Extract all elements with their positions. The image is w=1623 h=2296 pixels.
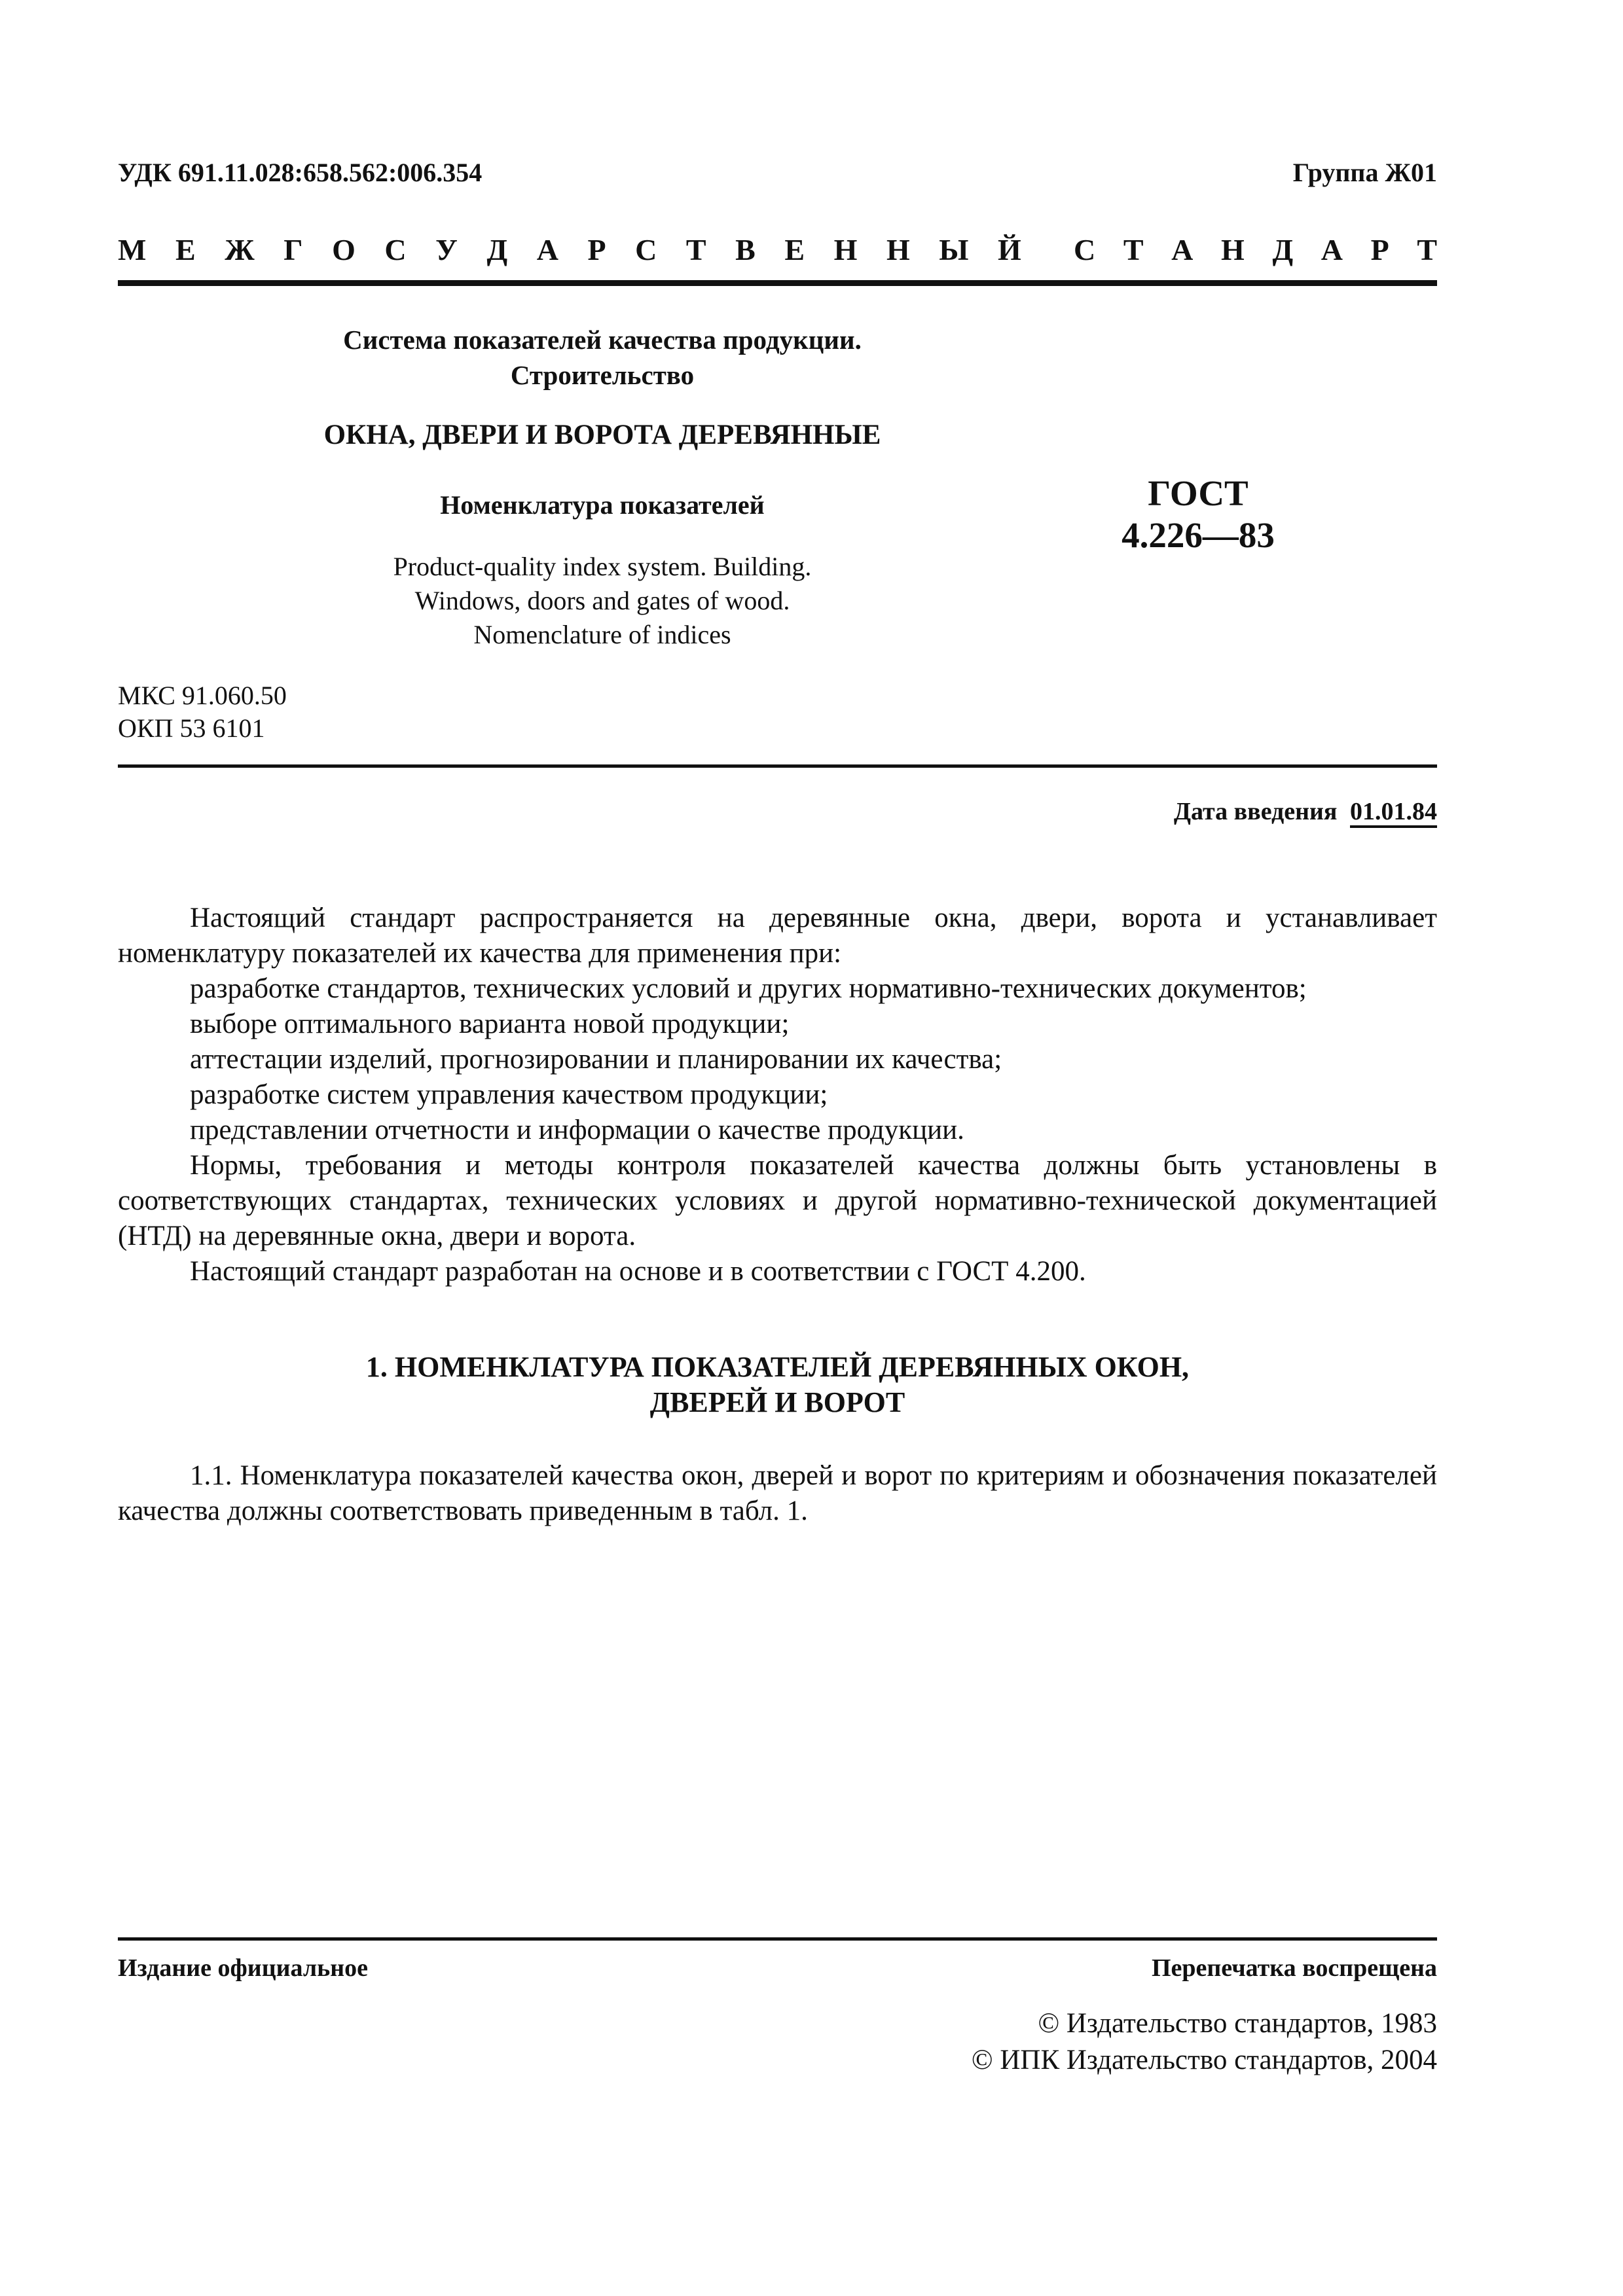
- copyright-block: [972, 2005, 1437, 2079]
- banner-letter: Г: [283, 233, 303, 266]
- section-heading: [118, 1350, 1437, 1420]
- banner-letter: С: [384, 233, 407, 266]
- system-title: [196, 322, 1008, 393]
- banner-letter: Р: [587, 233, 606, 266]
- body-paragraph: разработке систем управления качеством продукции;: [190, 1079, 828, 1110]
- system-title-line2: Строительство: [510, 360, 695, 390]
- copyright-line1: © Издательство стандартов, 1983: [1038, 2008, 1437, 2039]
- banner-letter: Е: [175, 233, 196, 266]
- banner-letter: Н: [886, 233, 910, 266]
- gost-label: ГОСТ: [1148, 473, 1249, 513]
- subtitle: Номенклатура показателей: [440, 490, 765, 520]
- footer-rule: [118, 1937, 1437, 1941]
- banner-letter: Т: [1417, 233, 1437, 266]
- english-title-line1: Product-quality index system. Building.: [393, 552, 812, 581]
- banner-letter: Т: [685, 233, 706, 266]
- banner-letter: М: [118, 233, 147, 266]
- body-paragraph: Настоящий стандарт распространяется на деревянные окна, двери, ворота и устанавливает номенклатуру показателей их качества для применения при:: [118, 903, 1437, 969]
- banner-letter: Й: [997, 233, 1021, 266]
- body-paragraph: выборе оптимального варианта новой продукции;: [190, 1009, 790, 1039]
- banner-letter: Д: [486, 233, 508, 266]
- banner-word-standard: [1074, 232, 1437, 267]
- banner-letter: О: [332, 233, 356, 266]
- classification-codes: [118, 679, 287, 745]
- banner-letter: Д: [1272, 233, 1294, 266]
- introduction-date-value: 01.01.84: [1350, 798, 1437, 828]
- section-heading-line1: 1. НОМЕНКЛАТУРА ПОКАЗАТЕЛЕЙ ДЕРЕВЯННЫХ ОКОН,: [365, 1351, 1190, 1383]
- body-paragraph: разработке стандартов, технических условий и других нормативно-технических документов;: [190, 973, 1307, 1004]
- banner-rule: [118, 280, 1437, 286]
- section-heading-line2: ДВЕРЕЙ И ВОРОТ: [649, 1386, 905, 1418]
- body-paragraph: представлении отчетности и информации о качестве продукции.: [190, 1115, 964, 1145]
- body-paragraph: аттестации изделий, прогнозировании и планировании их качества;: [190, 1044, 1002, 1075]
- banner-letter: Т: [1123, 233, 1144, 266]
- introduction-date: [1174, 797, 1437, 826]
- gost-number: 4.226—83: [1122, 515, 1275, 555]
- banner-letter: У: [435, 233, 458, 266]
- section-paragraph: 1.1. Номенклатура показателей качества окон, дверей и ворот по критериям и обозначения показателей качества должны соответствовать приведенным в табл. 1.: [118, 1460, 1437, 1526]
- banner-letter: С: [1074, 233, 1096, 266]
- banner-letter: Ы: [939, 233, 969, 266]
- main-title: ОКНА, ДВЕРИ И ВОРОТА ДЕРЕВЯННЫЕ: [323, 420, 881, 450]
- body-paragraph: Нормы, требования и методы контроля показателей качества должны быть установлены в соответствующих стандартах, технических условиях и другой нормативно-технической документацией (НТД) на деревянные окна, двери и ворота.: [118, 1150, 1437, 1251]
- english-title-line2: Windows, doors and gates of wood.: [414, 586, 790, 615]
- banner-word-interstate: [118, 232, 1021, 267]
- banner-letter: Н: [1221, 233, 1245, 266]
- copyright-line2: © ИПК Издательство стандартов, 2004: [971, 2045, 1437, 2075]
- banner-letter: Н: [833, 233, 858, 266]
- group-code: Группа Ж01: [1292, 158, 1437, 187]
- banner-letter: А: [1321, 233, 1343, 266]
- banner-letter: С: [635, 233, 657, 266]
- title-block-rule: [118, 764, 1437, 768]
- banner-letter: В: [735, 233, 756, 266]
- section-text: [118, 1458, 1437, 1529]
- okp-code: ОКП 53 6101: [118, 713, 265, 743]
- english-title: [196, 550, 1008, 652]
- banner-letter: Р: [1370, 233, 1389, 266]
- mks-code: МКС 91.060.50: [118, 681, 287, 710]
- banner-letter: А: [1171, 233, 1194, 266]
- standard-banner: [118, 232, 1437, 267]
- banner-letter: Е: [784, 233, 805, 266]
- reprint-notice: Перепечатка воспрещена: [1151, 1954, 1437, 1982]
- official-edition: Издание официальное: [118, 1954, 369, 1982]
- english-title-line3: Nomenclature of indices: [473, 620, 731, 649]
- body-paragraph: Настоящий стандарт разработан на основе и в соответствии с ГОСТ 4.200.: [190, 1256, 1086, 1287]
- udk-code: УДК 691.11.028:658.562:006.354: [118, 158, 483, 187]
- gost-designation: [1074, 473, 1322, 556]
- banner-letter: Ж: [225, 233, 255, 266]
- body-text: [118, 901, 1437, 1289]
- system-title-line1: Система показателей качества продукции.: [343, 325, 862, 355]
- banner-letter: А: [536, 233, 558, 266]
- introduction-date-label: Дата введения: [1173, 798, 1338, 825]
